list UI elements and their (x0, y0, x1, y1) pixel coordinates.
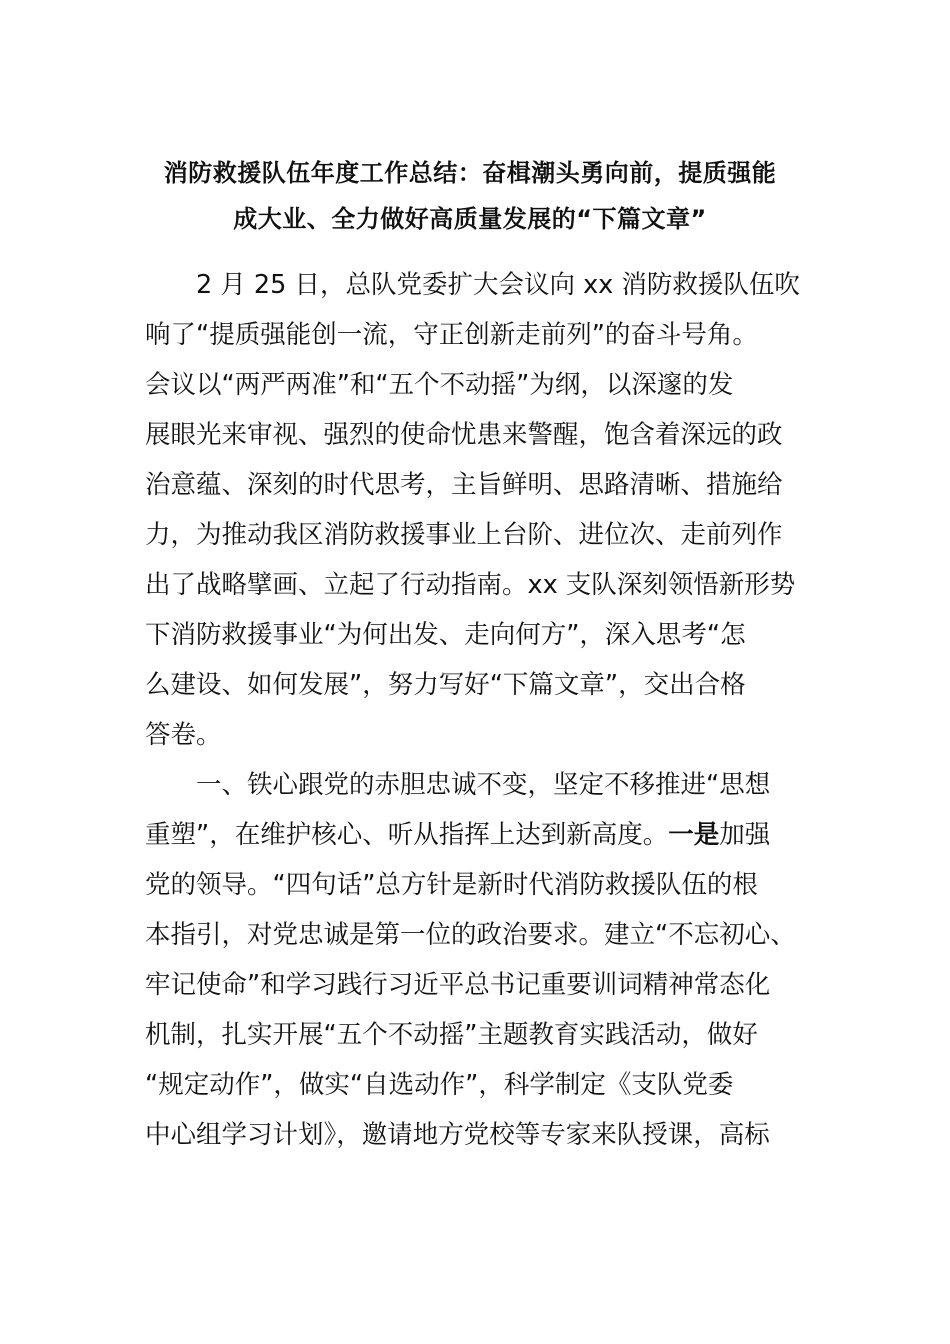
paragraph-line: 本指引，对党忠诚是第一位的政治要求。建立“不忘初心、 (145, 920, 796, 950)
paragraph-line: 响了“提质强能创一流，守正创新走前列”的奋斗号角。 (145, 320, 758, 350)
document-page (145, 150, 800, 1160)
paragraph-1 (145, 260, 800, 760)
paragraph-line: 2 月 25 日，总队党委扩大会议向 xx 消防救援队伍吹 (196, 270, 800, 300)
paragraph-line: 机制，扎实开展“五个不动摇”主题教育实践活动，做好 (145, 1020, 758, 1050)
paragraph-line: 牢记使命”和学习践行习近平总书记重要训词精神常态化 (145, 970, 771, 1000)
paragraph-line: 党的领导。“四句话”总方针是新时代消防救援队伍的根 (145, 870, 758, 900)
paragraph-line: 治意蕴、深刻的时代思考，主旨鲜明、思路清晰、措施给 (145, 470, 783, 500)
paragraph-line: 会议以“两严两准”和“五个不动摇”为纲，以深邃的发 (145, 370, 734, 400)
paragraph-line: 展眼光来审视、强烈的使命忧患来警醒，饱含着深远的政 (145, 420, 783, 450)
document-title (145, 150, 795, 242)
document-body (145, 260, 800, 1160)
title-line-1: 消防救援队伍年度工作总结：奋楫潮头勇向前，提质强能 (163, 159, 777, 187)
line-text: 重塑”，在维护核心、听从指挥上达到新高度。 (145, 820, 669, 850)
paragraph-line: “规定动作”，做实“自选动作”，科学制定《支队党委 (145, 1070, 734, 1100)
paragraph-2 (145, 760, 795, 1160)
paragraph-line (145, 810, 795, 860)
line-text: 加强 (719, 820, 771, 850)
paragraph-line: 出了战略擘画、立起了行动指南。xx 支队深刻领悟新形势 (145, 570, 796, 600)
paragraph-line: 力，为推动我区消防救援事业上台阶、进位次、走前列作 (145, 520, 783, 550)
paragraph-line: 中心组学习计划》，邀请地方党校等专家来队授课，高标 (145, 1120, 770, 1150)
section-heading-line: 一、铁心跟党的赤胆忠诚不变，坚定不移推进“思想 (196, 770, 771, 800)
paragraph-line: 么建设、如何发展”，努力写好“下篇文章”，交出合格 (145, 670, 746, 700)
title-line-2: 成大业、全力做好高质量发展的“下篇文章” (233, 205, 707, 233)
paragraph-line: 下消防救援事业“为何出发、走向何方”，深入思考“怎 (145, 620, 746, 650)
paragraph-line: 答卷。 (145, 720, 222, 750)
bold-marker: 一是 (668, 820, 720, 850)
